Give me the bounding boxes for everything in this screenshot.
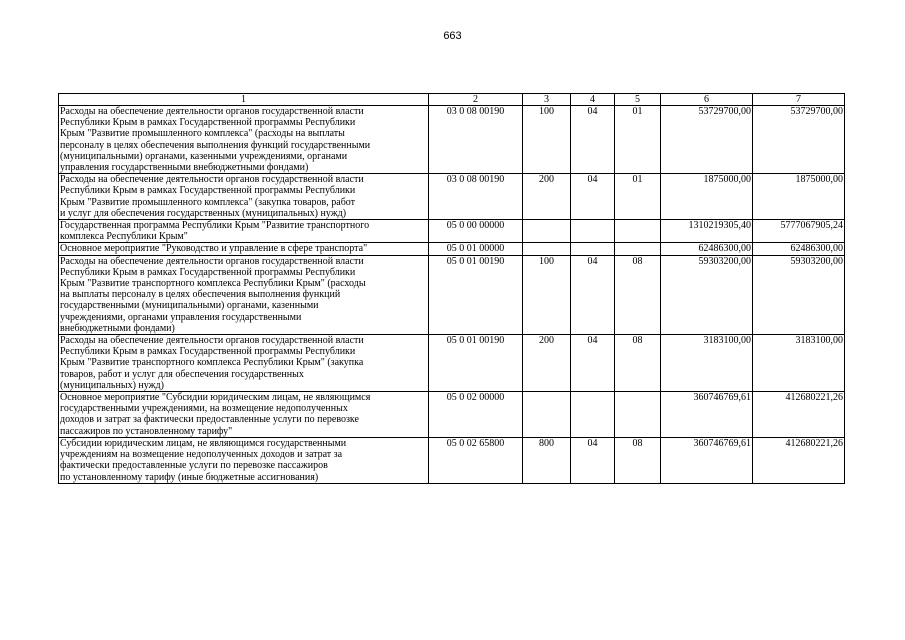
amount-cell-col7: 3183100,00 [753, 335, 845, 392]
expense-name-cell: Основное мероприятие "Руководство и управление в сфере транспорта" [59, 243, 429, 255]
subsection-cell: 08 [615, 255, 661, 334]
expense-type-cell [523, 392, 571, 438]
target-article-cell: 05 0 01 00190 [429, 335, 523, 392]
page-number: 663 [443, 30, 462, 42]
column-header: 3 [523, 94, 571, 106]
subsection-cell [615, 243, 661, 255]
expense-type-cell: 200 [523, 335, 571, 392]
subsection-cell [615, 392, 661, 438]
amount-cell-col6: 53729700,00 [661, 106, 753, 174]
subsection-cell: 08 [615, 437, 661, 483]
expense-name-cell: Расходы на обеспечение деятельности органов государственной власти Республики Крым в рамках Государственной программы Республики Крым "Развитие транспортного комплекса Республики Крым" (закупка товаров, работ и услуг для обеспечения государственных (муниципальных) нужд) [59, 335, 429, 392]
expense-name-cell: Расходы на обеспечение деятельности органов государственной власти Республики Крым в рамках Государственной программы Республики Крым "Развитие промышленного комплекса" (расходы на выплаты персоналу в целях обеспечения выполнения функций государственными (муниципальными) органами, казенными учреждениями, органами управления государственными внебюджетными фондами) [59, 106, 429, 174]
table-row [59, 335, 845, 392]
table-row [59, 106, 845, 174]
column-header: 5 [615, 94, 661, 106]
table-row [59, 255, 845, 334]
expense-name-cell: Государственная программа Республики Крым "Развитие транспортного комплекса Республики Крым" [59, 220, 429, 243]
section-cell: 04 [571, 255, 615, 334]
target-article-cell: 05 0 02 00000 [429, 392, 523, 438]
subsection-cell: 01 [615, 106, 661, 174]
target-article-cell: 05 0 01 00000 [429, 243, 523, 255]
amount-cell-col7: 412680221,26 [753, 437, 845, 483]
expense-type-cell [523, 220, 571, 243]
section-cell: 04 [571, 106, 615, 174]
expense-name-cell: Расходы на обеспечение деятельности органов государственной власти Республики Крым в рамках Государственной программы Республики Крым "Развитие транспортного комплекса Республики Крым" (расходы на выплаты персоналу в целях обеспечения выполнения функций государственными (муниципальными) органами, казенными учреждениями, органами управления государственными внебюджетными фондами) [59, 255, 429, 334]
section-cell [571, 243, 615, 255]
expense-type-cell: 800 [523, 437, 571, 483]
header-row [59, 94, 845, 106]
expense-name-cell: Субсидии юридическим лицам, не являющимся государственными учреждениям на возмещение недополученных доходов и затрат за фактически предоставленные услуги по перевозке пассажиров по установленному тарифу (иные бюджетные ассигнования) [59, 437, 429, 483]
amount-cell-col6: 59303200,00 [661, 255, 753, 334]
target-article-cell: 05 0 00 00000 [429, 220, 523, 243]
table-row [59, 220, 845, 243]
amount-cell-col7: 412680221,26 [753, 392, 845, 438]
section-cell: 04 [571, 335, 615, 392]
table-row [59, 174, 845, 220]
target-article-cell: 03 0 08 00190 [429, 174, 523, 220]
column-header: 6 [661, 94, 753, 106]
target-article-cell: 05 0 02 65800 [429, 437, 523, 483]
amount-cell-col7: 59303200,00 [753, 255, 845, 334]
column-header: 7 [753, 94, 845, 106]
amount-cell-col6: 3183100,00 [661, 335, 753, 392]
subsection-cell [615, 220, 661, 243]
amount-cell-col7: 62486300,00 [753, 243, 845, 255]
expense-type-cell [523, 243, 571, 255]
column-header: 2 [429, 94, 523, 106]
table-row [59, 243, 845, 255]
column-header: 1 [59, 94, 429, 106]
target-article-cell: 05 0 01 00190 [429, 255, 523, 334]
amount-cell-col7: 5777067905,24 [753, 220, 845, 243]
column-header: 4 [571, 94, 615, 106]
amount-cell-col7: 1875000,00 [753, 174, 845, 220]
amount-cell-col6: 1875000,00 [661, 174, 753, 220]
amount-cell-col7: 53729700,00 [753, 106, 845, 174]
expense-name-cell: Основное мероприятие "Субсидии юридическим лицам, не являющимся государственными учреждениями, на возмещение недополученных доходов и затрат за фактически предоставленные услуги по перевозке пассажиров по установленному тарифу" [59, 392, 429, 438]
target-article-cell: 03 0 08 00190 [429, 106, 523, 174]
subsection-cell: 08 [615, 335, 661, 392]
budget-table [58, 93, 845, 484]
subsection-cell: 01 [615, 174, 661, 220]
amount-cell-col6: 360746769,61 [661, 437, 753, 483]
section-cell: 04 [571, 437, 615, 483]
amount-cell-col6: 62486300,00 [661, 243, 753, 255]
expense-type-cell: 200 [523, 174, 571, 220]
amount-cell-col6: 360746769,61 [661, 392, 753, 438]
section-cell: 04 [571, 174, 615, 220]
amount-cell-col6: 1310219305,40 [661, 220, 753, 243]
expense-type-cell: 100 [523, 106, 571, 174]
section-cell [571, 220, 615, 243]
section-cell [571, 392, 615, 438]
table-row [59, 392, 845, 438]
expense-type-cell: 100 [523, 255, 571, 334]
table-row [59, 437, 845, 483]
expense-name-cell: Расходы на обеспечение деятельности органов государственной власти Республики Крым в рамках Государственной программы Республики Крым "Развитие промышленного комплекса" (закупка товаров, работ и услуг для обеспечения государственных (муниципальных) нужд) [59, 174, 429, 220]
